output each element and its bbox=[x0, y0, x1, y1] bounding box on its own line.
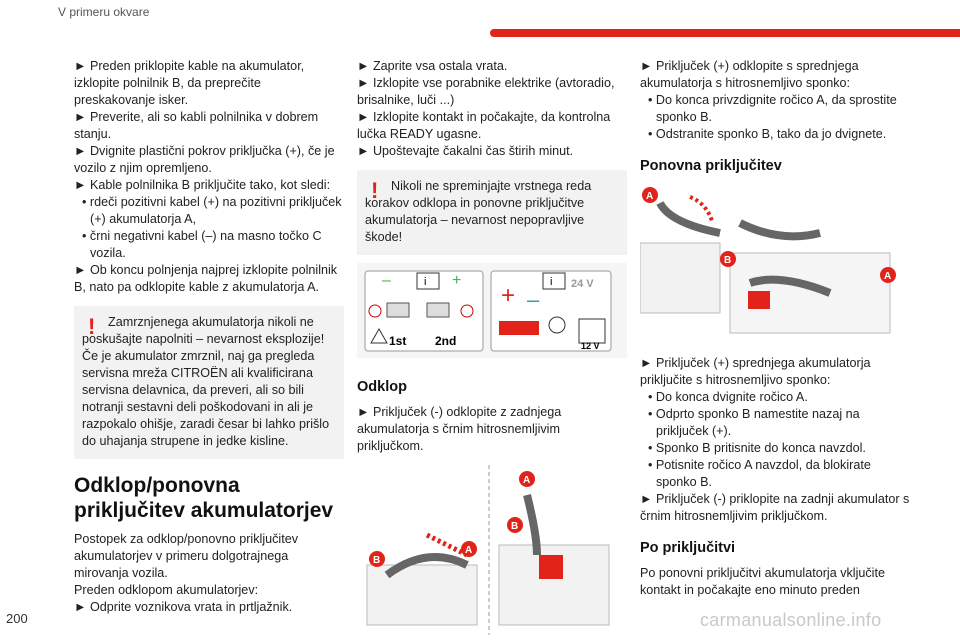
callout-b: B bbox=[724, 255, 732, 266]
voltage-12-label: 12 V bbox=[581, 341, 600, 351]
page-number: 200 bbox=[6, 611, 28, 626]
battery-order-figure bbox=[357, 263, 627, 358]
info-letter: i bbox=[424, 276, 427, 288]
callout-b: B bbox=[373, 555, 381, 566]
section-heading: Ponovna priključitev bbox=[640, 158, 782, 174]
clamp-figure-reconnect bbox=[640, 183, 910, 343]
warning-text: Zamrznjenega akumulatorja nikoli ne poskušajte napolniti – nevarnost eksplozije! Če je akumulator zmrznil, naj ga pregleda servisna mreža CITROËN ali kvalificirana servisna delavnica, da preveri, ali so bili notranji sestavni deli poškodovani in ali je razpokalo ohišje, zaradi česar bi lahko prišlo do uhajanja strupene in jedke kisline. bbox=[82, 315, 330, 448]
paragraph: ► Kable polnilnika B priključite tako, kot sledi: bbox=[74, 178, 331, 192]
voltage-24-label: 24 V bbox=[571, 278, 594, 290]
bullet-item: • Do konca privzdignite ročico A, da sprostite sponko B. bbox=[648, 93, 897, 124]
bullet-item: • Odstranite sponko B, tako da jo dvignete. bbox=[648, 127, 887, 141]
bullet-item: • Odprto sponko B namestite nazaj na priključek (+). bbox=[648, 407, 860, 438]
warning-box bbox=[357, 170, 627, 255]
paragraph: ► Dvignite plastični pokrov priključka (+), če je vozilo z njim opremljeno. bbox=[74, 144, 335, 175]
bullet-item: • Do konca dvignite ročico A. bbox=[648, 390, 808, 404]
paragraph: ► Zaprite vsa ostala vrata. bbox=[357, 59, 508, 73]
bullet-item: • črni negativni kabel (–) na masno točko C vozila. bbox=[82, 229, 322, 260]
section-heading: Odklop/ponovna priključitev akumulatorjev bbox=[74, 474, 334, 522]
clamp-diagram bbox=[357, 465, 619, 635]
paragraph: ► Izklopite kontakt in počakajte, da kontrolna lučka READY ugasne. bbox=[357, 110, 611, 141]
paragraph: ► Ob koncu polnjenja najprej izklopite polnilnik B, nato pa odklopite kable z akumulatorja A. bbox=[74, 263, 338, 294]
paragraph: Postopek za odklop/ponovno priključitev akumulatorjev v primeru dolgotrajnega mirovanja vozila. bbox=[74, 532, 299, 580]
section-heading: Odklop bbox=[357, 379, 407, 395]
terminal-icon bbox=[748, 291, 770, 309]
bullet-item: • Sponko B pritisnite do konca navzdol. bbox=[648, 441, 866, 455]
header-accent-bar bbox=[490, 29, 960, 37]
charger-clamp-icon bbox=[499, 321, 539, 335]
paragraph: ► Priključek (-) odklopite z zadnjega akumulatorja s črnim hitrosnemljivim priključkom. bbox=[357, 405, 562, 453]
warning-icon: ! bbox=[88, 314, 96, 339]
second-label: 2nd bbox=[435, 334, 457, 348]
warning-text: Nikoli ne spreminjajte vrstnega reda korakov odklopa in ponovne priključitve akumulatorja – nevarnost nepopravljive škode! bbox=[365, 179, 592, 244]
minus-sign: – bbox=[382, 272, 391, 289]
battery-icon bbox=[387, 303, 409, 317]
battery-icon bbox=[427, 303, 449, 317]
plus-sign: + bbox=[501, 282, 516, 309]
header-title: V primeru okvare bbox=[58, 5, 150, 19]
paragraph: ► Upoštevajte čakalni čas štirih minut. bbox=[357, 144, 574, 158]
paragraph: ► Priključek (+) sprednjega akumulatorja priključite s hitrosnemljivo sponko: bbox=[640, 356, 871, 387]
info-letter: i bbox=[550, 276, 553, 288]
callout-b: B bbox=[511, 521, 519, 532]
paragraph: ► Preden priklopite kable na akumulator, izklopite polnilnik B, da preprečite preskakovanje isker. bbox=[74, 59, 305, 107]
paragraph: ► Priključek (+) odklopite s sprednjega akumulatorja s hitrosnemljivo sponko: bbox=[640, 59, 859, 90]
column-2 bbox=[357, 58, 627, 635]
paragraph: Preden odklopom akumulatorjev: bbox=[74, 583, 259, 597]
paragraph: ► Izklopite vse porabnike elektrike (avtoradio, brisalnike, luči ...) bbox=[357, 76, 615, 107]
paragraph: ► Priključek (-) priklopite na zadnji akumulator s črnim hitrosnemljivim priključkom. bbox=[640, 492, 910, 523]
terminal-icon bbox=[539, 555, 563, 579]
callout-a: A bbox=[884, 271, 892, 282]
callout-a: A bbox=[465, 545, 473, 556]
clamp-figure-disconnect bbox=[357, 465, 627, 635]
callout-a: A bbox=[523, 475, 531, 486]
bullet-item: • rdeči pozitivni kabel (+) na pozitivni priključek (+) akumulatorja A, bbox=[82, 195, 342, 226]
warning-icon: ! bbox=[371, 178, 379, 203]
watermark: carmanualsonline.info bbox=[700, 610, 882, 630]
callout-a: A bbox=[646, 191, 654, 202]
section-heading: Po priključitvi bbox=[640, 540, 736, 556]
column-3 bbox=[640, 58, 910, 599]
minus-sign: – bbox=[527, 287, 540, 312]
warning-box bbox=[74, 306, 344, 459]
paragraph: ► Odprite voznikova vrata in prtljažnik. bbox=[74, 600, 293, 614]
battery-order-diagram bbox=[357, 263, 619, 358]
bullet-item: • Potisnite ročico A navzdol, da blokirate sponko B. bbox=[648, 458, 871, 489]
column-1 bbox=[74, 58, 344, 616]
plus-sign: + bbox=[452, 272, 462, 289]
clamp-diagram bbox=[640, 183, 902, 343]
paragraph: ► Preverite, ali so kabli polnilnika v dobrem stanju. bbox=[74, 110, 319, 141]
paragraph: Po ponovni priključitvi akumulatorja vključite kontakt in počakajte eno minuto preden bbox=[640, 566, 885, 597]
first-label: 1st bbox=[389, 334, 407, 348]
